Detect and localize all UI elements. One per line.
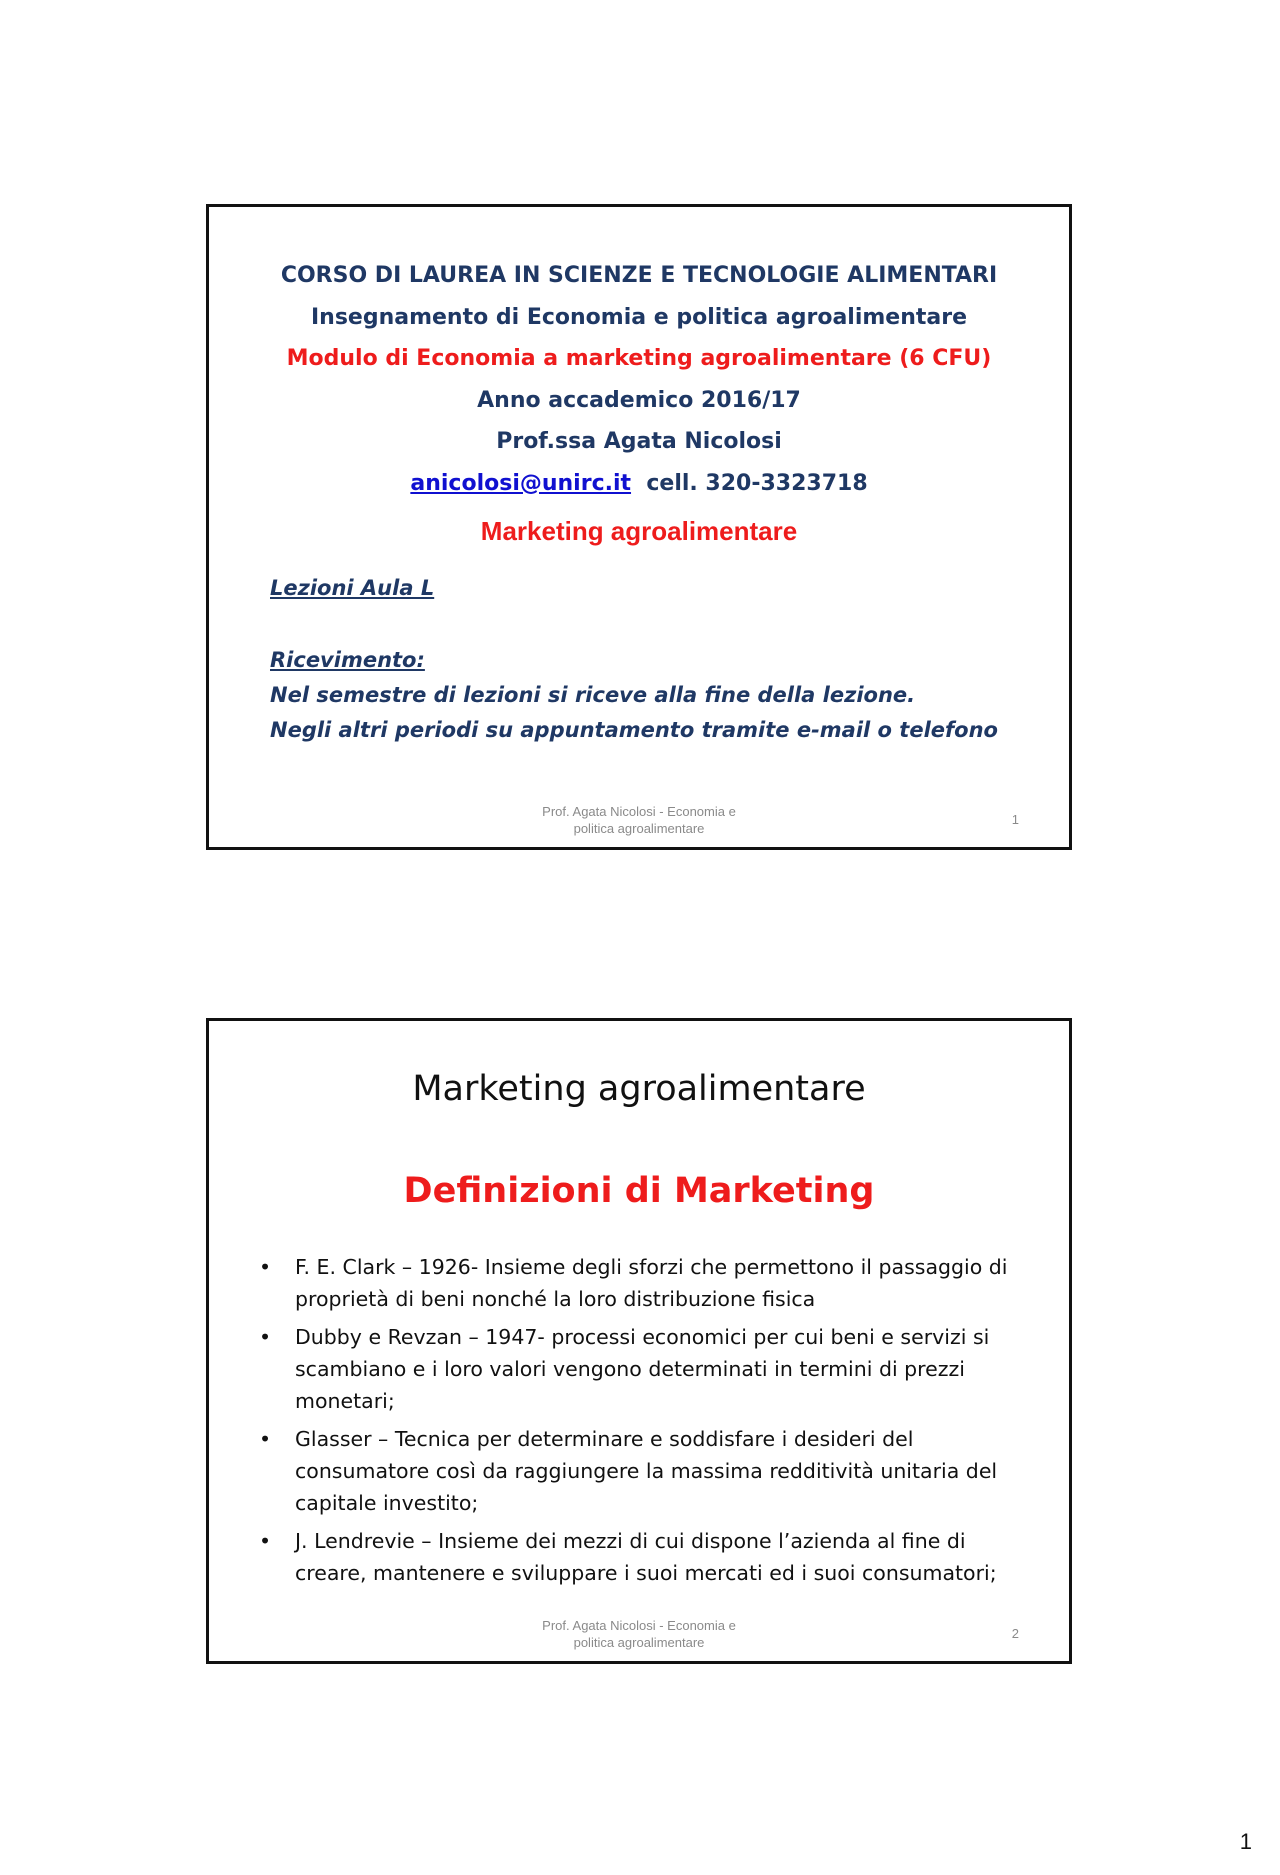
bullet-icon: •: [259, 1427, 272, 1451]
course-header: [209, 255, 1069, 504]
footer-line-2: politica agroalimentare: [573, 1635, 705, 1650]
phone-number: cell. 320-3323718: [646, 470, 868, 496]
reception-info: [270, 643, 1030, 748]
footer-line-1: Prof. Agata Nicolosi - Economia e: [542, 1618, 736, 1633]
reception-line-1: Nel semestre di lezioni si riceve alla fine della lezione.: [270, 683, 916, 707]
definition-text: Glasser – Tecnica per determinare e soddisfare i desideri del consumatore così da raggiungere la massima redditività unitaria del capitale investito;: [295, 1427, 998, 1515]
slide-2: [206, 1018, 1072, 1664]
definition-text: Dubby e Revzan – 1947- processi economici per cui beni e servizi si scambiano e i loro valori vengono determinati in termini di prezzi monetari;: [295, 1325, 990, 1413]
academic-year: Anno accademico 2016/17: [477, 387, 801, 413]
reception-label: Ricevimento:: [270, 648, 425, 672]
definitions-list: [259, 1251, 1039, 1595]
bullet-icon: •: [259, 1255, 272, 1279]
page-number: 1: [1239, 1829, 1252, 1854]
bullet-icon: •: [259, 1325, 272, 1349]
professor-name: Prof.ssa Agata Nicolosi: [496, 429, 782, 454]
lessons-room: [270, 576, 1030, 600]
slide-1-footer: [209, 803, 1069, 837]
definition-text: J. Lendrevie – Insieme dei mezzi di cui dispone l’azienda al fine di creare, mantenere e sviluppare i suoi mercati ed i suoi consumatori;: [295, 1529, 997, 1585]
reception-line-2: Negli altri periodi su appuntamento tramite e-mail o telefono: [270, 718, 998, 742]
module-title: Modulo di Economia a marketing agroalimentare (6 CFU): [286, 346, 992, 371]
list-item: [259, 1525, 1039, 1589]
contact-line: [209, 463, 1069, 505]
course-title: CORSO DI LAUREA IN SCIENZE E TECNOLOGIE ALIMENTARI: [280, 263, 998, 288]
lessons-room-label: Lezioni Aula L: [270, 576, 435, 600]
slide-1-number: 1: [1011, 812, 1019, 827]
slide-2-footer: [209, 1617, 1069, 1651]
footer-line-1: Prof. Agata Nicolosi - Economia e: [542, 804, 736, 819]
email-link[interactable]: anicolosi@unirc.it: [410, 470, 632, 496]
subject-title: Insegnamento di Economia e politica agroalimentare: [310, 304, 968, 330]
slide-2-title: Marketing agroalimentare: [412, 1069, 866, 1109]
slide-1-subtitle: Marketing agroalimentare: [480, 516, 798, 546]
list-item: [259, 1423, 1039, 1519]
bullet-icon: •: [259, 1529, 272, 1553]
list-item: [259, 1321, 1039, 1417]
slide-2-heading: Definizioni di Marketing: [403, 1171, 875, 1211]
slide-1: [206, 204, 1072, 850]
footer-line-2: politica agroalimentare: [573, 821, 705, 836]
list-item: [259, 1251, 1039, 1315]
slide-2-number: 2: [1011, 1626, 1019, 1641]
definition-text: F. E. Clark – 1926- Insieme degli sforzi che permettono il passaggio di proprietà di beni nonché la loro distribuzione fisica: [295, 1255, 1008, 1311]
